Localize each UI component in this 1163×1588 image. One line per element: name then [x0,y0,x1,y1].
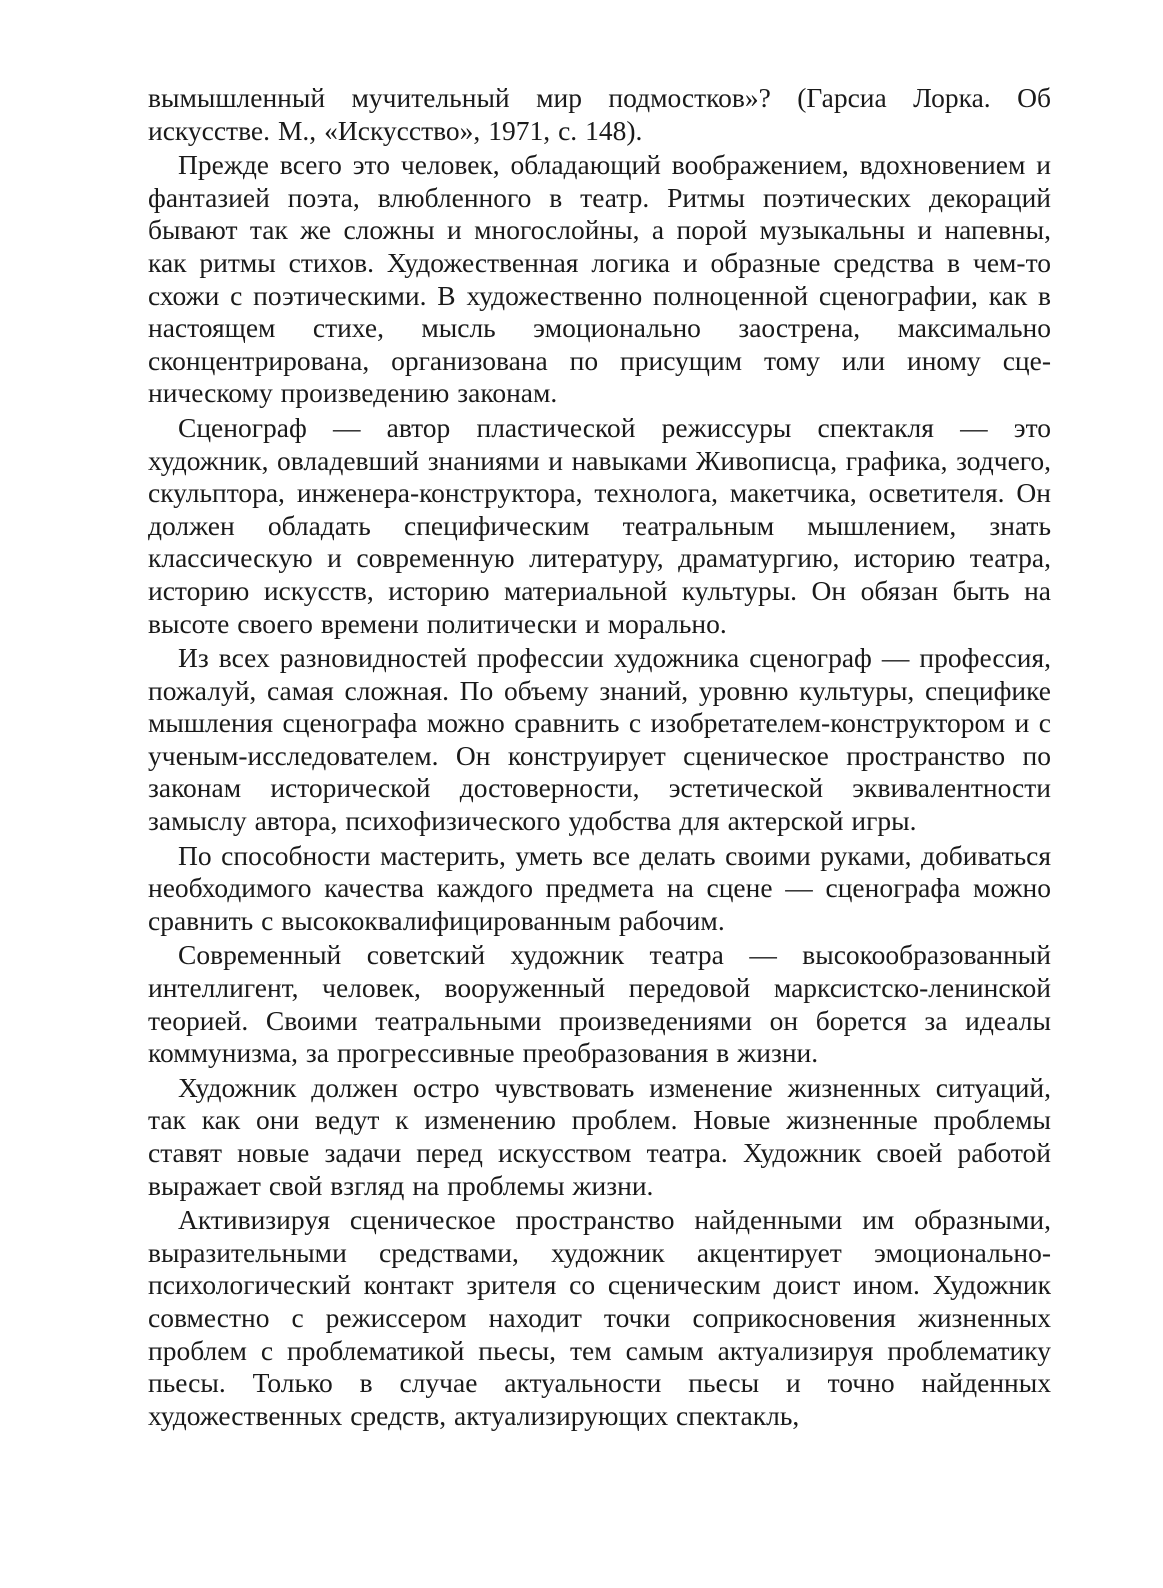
paragraph-scenographer-author: Сценограф — автор пластической режиссуры спектакля — это художник, овладевший знаниями и навыками Живописца, графика, зодчего, скульптора, инженера-конструктора, технолога, макетчика, осветителя. Он должен обладать специфическим театральным мышлением, знать классическую и современную литературу, драматургию, историю театра, историю искусств, историю материальной культуры. Он обязан быть на высоте своего времени политически и морально. [148,411,1051,639]
paragraph-continuation: вымышленный мучительный мир подмостков»? (Гарсиа Лорка. Об искусстве. М., «Искусство», 1971, с. 148). [148,82,1051,146]
paragraph-profession-complexity: Из всех разновидностей профессии художника сценограф — профессия, пожалуй, самая сложная. По объему знаний, уровню культуры, специфике мышления сценографа можно сравнить с изобретателем-конструктором и с ученым-исследователем. Он конструирует сценическое пространство по законам исторической достоверности, эстетической эквивалентности замыслу автора, психофизического удобства для актерской игры. [148,642,1051,837]
paragraph-stage-space: Активизируя сценическое пространство найденными им образными, выразительными средствами, художник акцентирует эмоционально-психологический контакт зрителя со сценическим доист ином. Художник совместно с режиссером находит точки соприкосновения жизненных проблем с проблематикой пьесы, тем самым актуализируя проблематику пьесы. Только в случае актуальности пьесы и точно найденных художественных средств, актуализирующих спектакль, [148,1204,1051,1431]
paragraph-soviet-artist: Современный советский художник театра — высокообразованный интеллигент, человек, вооруженный передовой марксистско-ленинской теорией. Своими театральными произведениями он борется за идеалы коммунизма, за прогрессивные преобразования в жизни. [148,939,1051,1069]
document-page [148,82,1051,1432]
paragraph-life-situations: Художник должен остро чувствовать изменение жизненных ситуаций, так как они ведут к изменению проблем. Новые жизненные проблемы ставят новые задачи перед искусством театра. Художник своей работой выражает свой взгляд на проблемы жизни. [148,1071,1051,1201]
paragraph-poet-imagination: Прежде всего это человек, обладающий воображением, вдохновением и фантазией поэта, влюбленного в театр. Ритмы поэтических декораций бывают так же сложны и многослойны, а порой музыкальны и напевны, как ритмы стихов. Художественная логика и образные средства в чем-то схожи с поэтическими. В художественно полноценной сценографии, как в настоящем стихе, мысль эмоционально заострена, максимально сконцентрирована, организована по присущим тому или иному сценическому произведению законам. [148,149,1051,409]
paragraph-craftsmanship: По способности мастерить, уметь все делать своими руками, добиваться необходимого качества каждого предмета на сцене — сценографа можно сравнить с высококвалифицированным рабочим. [148,839,1051,936]
